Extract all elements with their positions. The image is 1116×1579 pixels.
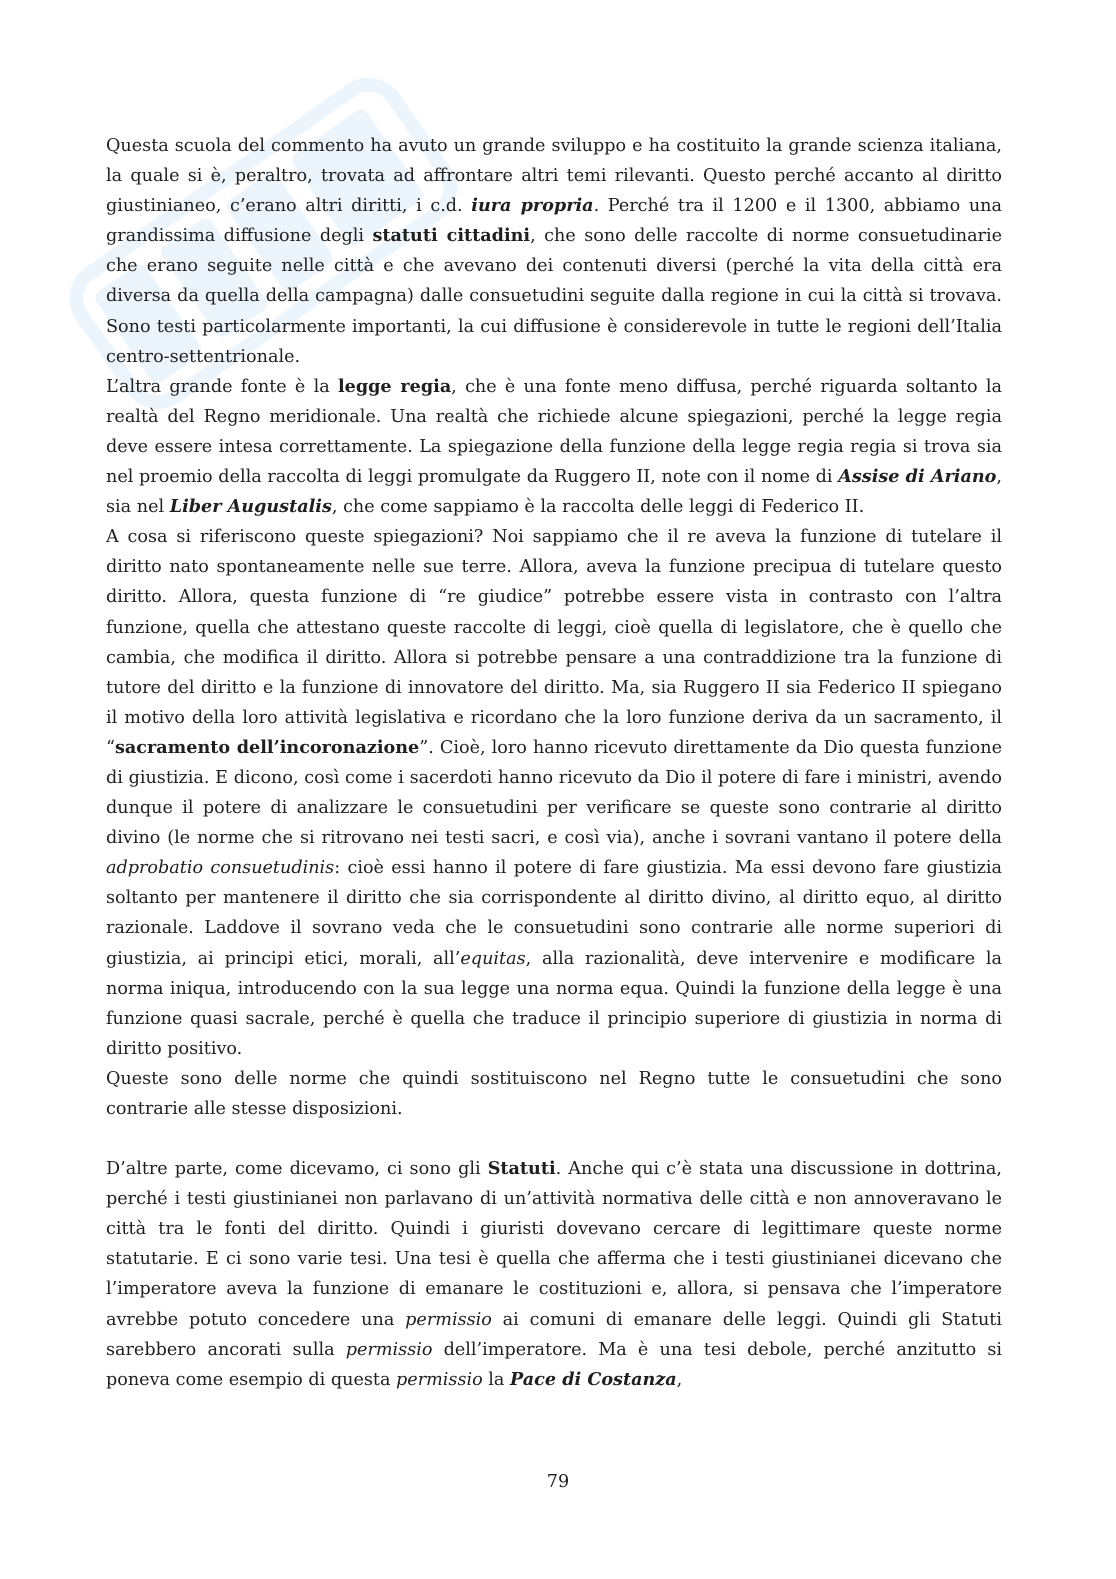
emphasis-equitas: equitas [460, 948, 526, 969]
emphasis-adprobatio: adprobatio consuetudinis [106, 858, 335, 879]
emphasis-statuti: Statuti [487, 1158, 556, 1180]
emphasis-liber-augustalis: Liber Augustalis [169, 496, 332, 518]
emphasis-permissio: permissio [396, 1369, 483, 1390]
emphasis-permissio: permissio [405, 1309, 492, 1330]
page-number: 79 [546, 1472, 570, 1492]
emphasis-permissio: permissio [345, 1339, 433, 1360]
paragraph-2: L’altra grande fonte è la legge regia, che è una fonte meno diffusa, perché riguarda soltanto la realtà del Regno meridionale. Una realtà che richiede alcune spiegazioni, perché la legge regia deve essere intesa correttamente. La spiegazione della funzione della legge regia regia si trova sia nel proemio della raccolta di leggi promulgate da Ruggero II, note con il nome di Assise di Ariano, sia nel Liber Augustalis, che come sappiamo è la raccolta delle leggi di Federico II. [106, 375, 1003, 518]
emphasis-iura-propria: iura propria [471, 195, 594, 217]
paragraph-gap [106, 1124, 1002, 1154]
emphasis-pace-di-costanza: Pace di Costanza [510, 1368, 677, 1390]
paragraph-3: A cosa si riferiscono queste spiegazioni? Noi sappiamo che il re aveva la funzione di tutelare il diritto nato spontaneamente nelle sue terre. Allora, aveva la funzione precipua di tutelare questo diritto. Allora, questa funzione di “re giudice” potrebbe essere vista in contrasto con l’altra funzione, quella che attestano queste raccolte di leggi, cioè quella di legislatore, che è quello che cambia, che modifica il diritto. Allora si potrebbe pensare a una contraddizione tra la funzione di tutore del diritto e la funzione di innovatore del diritto. Ma, sia Ruggero II sia Federico II spiegano il motivo della loro attività legislativa e ricordano che la loro funzione deriva da un sacramento, il “sacramento dell’incoronazione”. Cioè, loro hanno ricevuto direttamente da Dio questa funzione di giustizia. E dicono, così come i sacerdoti hanno ricevuto da Dio il potere di fare i ministri, avendo dunque il potere di analizzare le consuetudini per verificare se queste sono contrarie al diritto divino (le norme che si ritrovano nei testi sacri, e così via), anche i sovrani vantano il potere della adprobatio consuetudinis: cioè essi hanno il potere di fare giustizia. Ma essi devono fare giustizia soltanto per mantenere il diritto che sia corrispondente al diritto divino, al diritto equo, al diritto razionale. Laddove il sovrano veda che le consuetudini sono contrarie alle norme superiori di giustizia, ai principi etici, morali, all’equitas, alla razionalità, deve intervenire e modificare la norma iniqua, introducendo con la sua legge una norma equa. Quindi la funzione della legge è una funzione quasi sacrale, perché è quella che traduce il principio superiore di giustizia in norma di diritto positivo. [106, 527, 1003, 1059]
paragraph-4: Queste sono delle norme che quindi sostituiscono nel Regno tutte le consuetudini che sono contrarie alle stesse disposizioni. [106, 1068, 1002, 1119]
emphasis-assise-di-ariano: Assise di Ariano [838, 466, 997, 488]
emphasis-legge-regia: legge regia [337, 375, 452, 397]
document-body [106, 131, 1002, 1395]
emphasis-statuti-cittadini: statuti cittadini [372, 225, 531, 247]
paragraph-5: D’altre parte, come dicevamo, ci sono gli Statuti. Anche qui c’è stata una discussione in dottrina, perché i testi giustinianei non parlavano di un’attività normativa delle città e non annoveravano le città tra le fonti del diritto. Quindi i giuristi dovevano cercare di legittimare queste norme statutarie. E ci sono varie tesi. Una tesi è quella che afferma che i testi giustinianei dicevano che l’imperatore aveva la funzione di emanare le costituzioni e, allora, si pensava che l’imperatore avrebbe potuto concedere una permissio ai comuni di emanare delle leggi. Quindi gli Statuti sarebbero ancorati sulla permissio dell’imperatore. Ma è una tesi debole, perché anzitutto si poneva come esempio di questa permissio la Pace di Costanza, [106, 1158, 1003, 1390]
paragraph-1: Questa scuola del commento ha avuto un grande sviluppo e ha costituito la grande scienza italiana, la quale si è, peraltro, trovata ad affrontare altri temi rilevanti. Questo perché accanto al diritto giustinianeo, c’erano altri diritti, i c.d. iura propria. Perché tra il 1200 e il 1300, abbiamo una grandissima diffusione degli statuti cittadini, che sono delle raccolte di norme consuetudinarie che erano seguite nelle città e che avevano dei contenuti diversi (perché la vita della città era diversa da quella della campagna) dalle consuetudini seguite dalla regione in cui la città si trovava. Sono testi particolarmente importanti, la cui diffusione è considerevole in tutte le regioni dell’Italia centro-settentrionale. [106, 136, 1003, 367]
emphasis-sacramento: sacramento dell’incoronazione [115, 736, 420, 758]
